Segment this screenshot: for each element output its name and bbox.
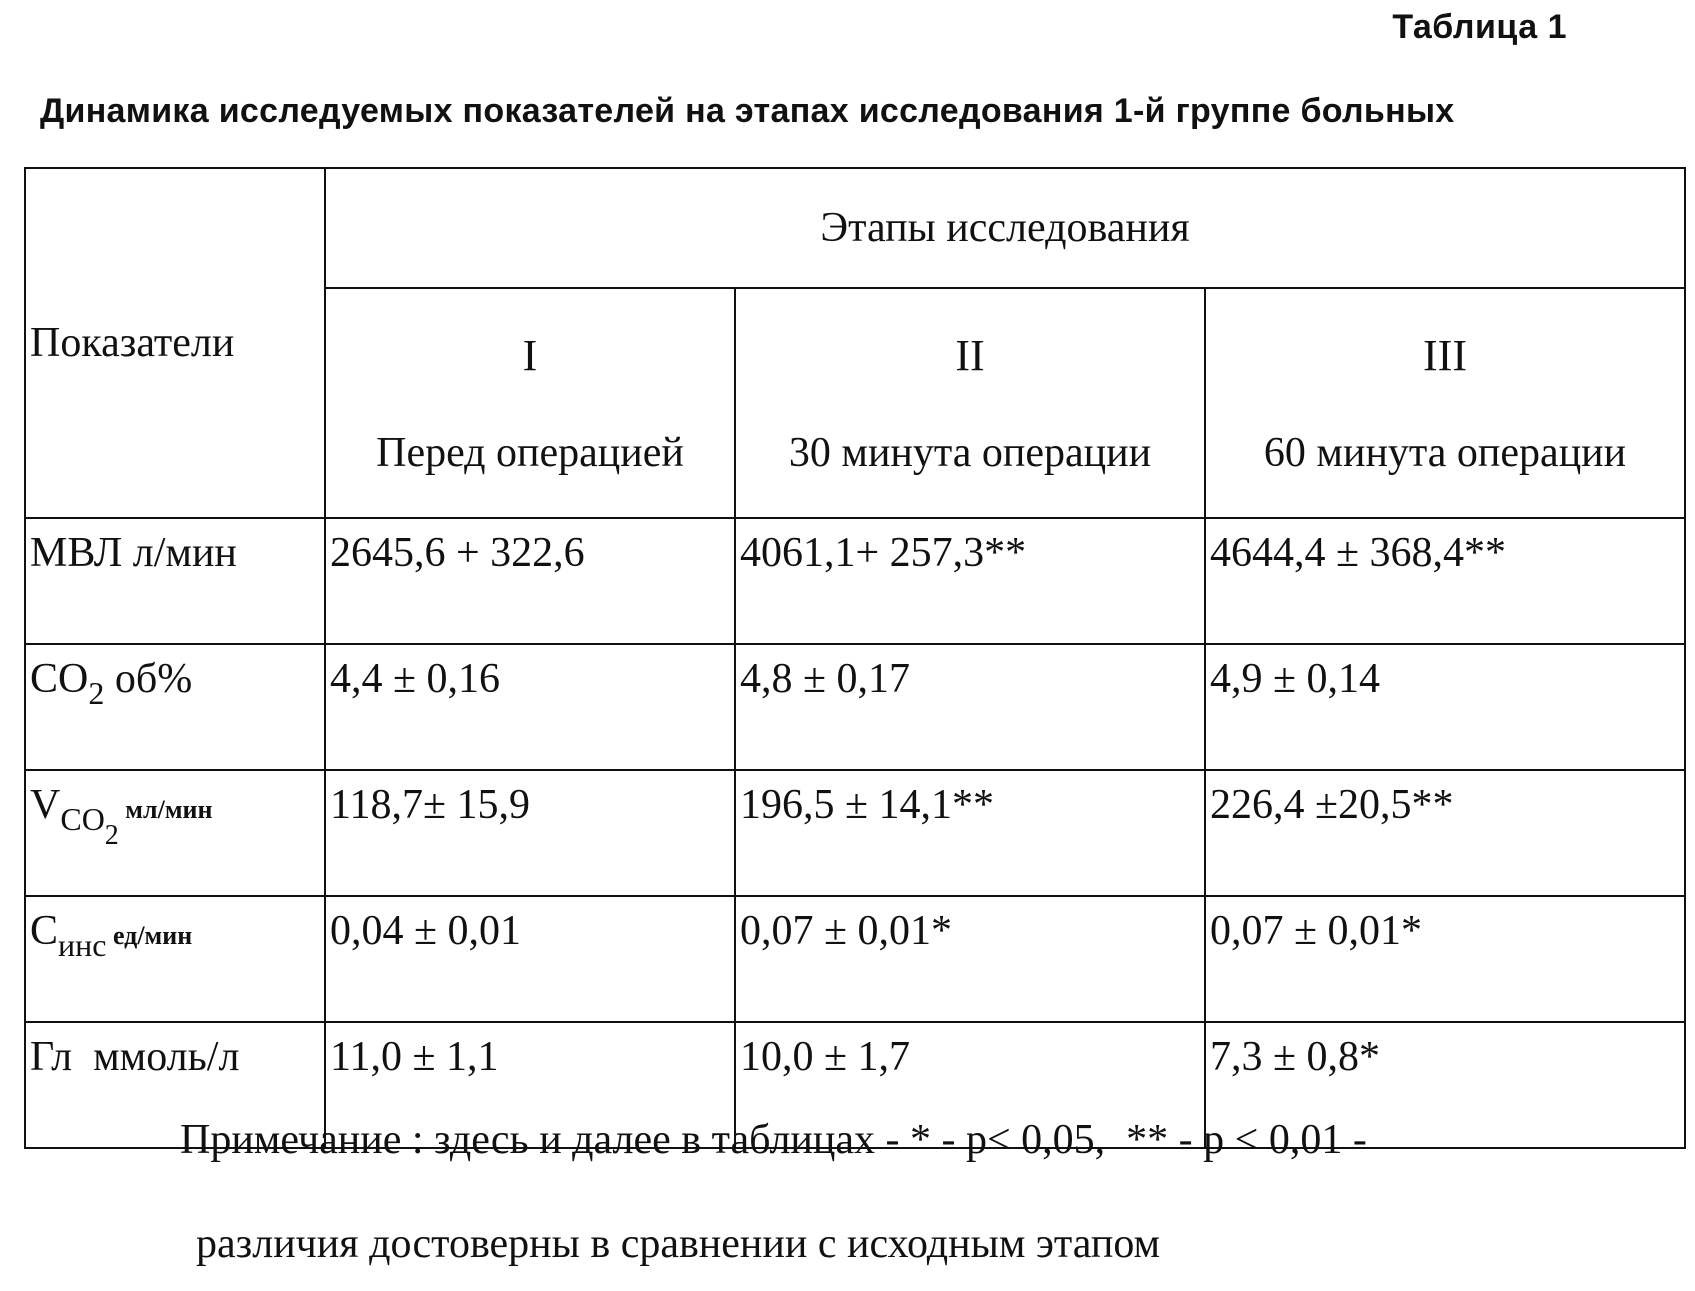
table-number: Таблица 1 (1392, 8, 1567, 46)
indicator-subscript: инс (58, 927, 107, 963)
indicator-cell (25, 518, 325, 644)
value-cell: 7,3 ± 0,8* (1205, 1022, 1685, 1148)
header-row-group (25, 168, 1685, 288)
table-row-mvl (25, 518, 1685, 644)
table-row-co2 (25, 644, 1685, 770)
stage-label: 30 минута операции (788, 429, 1152, 476)
value-cell: 4644,4 ± 368,4** (1205, 518, 1685, 644)
value-cell: 4,8 ± 0,17 (735, 644, 1205, 770)
indicator-cell (25, 770, 325, 896)
indicator-subscript: 2 (88, 675, 105, 711)
value-cell: 2645,6 + 322,6 (325, 518, 735, 644)
indicator-name: Гл ммоль/л (30, 1034, 240, 1080)
value-cell: 4061,1+ 257,3** (735, 518, 1205, 644)
indicator-name: СО (30, 656, 89, 702)
stage-roman: I (522, 330, 538, 380)
stage-roman: III (1423, 330, 1467, 380)
value-cell: 0,07 ± 0,01* (735, 896, 1205, 1022)
indicator-unit: об% (104, 656, 193, 702)
stage-label: Перед операцией (376, 429, 684, 476)
value-cell: 10,0 ± 1,7 (735, 1022, 1205, 1148)
indicator-subscript (60, 801, 119, 851)
subscript-index: 2 (104, 820, 119, 851)
subscript-text: CO (60, 801, 105, 837)
indicator-cell (25, 896, 325, 1022)
value-cell: 196,5 ± 14,1** (735, 770, 1205, 896)
footnote-line-1: Примечание : здесь и далее в таблицах - * - р< 0,05, ** - р < 0,01 - (180, 1117, 1367, 1163)
indicator-header: Показатели (25, 168, 325, 518)
table-row-cins (25, 896, 1685, 1022)
indicator-cell (25, 644, 325, 770)
value-cell: 4,9 ± 0,14 (1205, 644, 1685, 770)
stage-header-2 (735, 288, 1205, 518)
indicator-name: V (30, 782, 61, 828)
value-cell: 226,4 ±20,5** (1205, 770, 1685, 896)
table-row-vco2 (25, 770, 1685, 896)
value-cell: 0,04 ± 0,01 (325, 896, 735, 1022)
stages-group-header: Этапы исследования (325, 168, 1685, 288)
indicator-unit: мл/мин (118, 795, 213, 824)
results-table (24, 167, 1686, 1149)
stage-roman: II (955, 330, 985, 380)
indicator-name: МВЛ л/мин (30, 530, 237, 576)
footnote-line-2: различия достоверны в сравнении с исходным этапом (196, 1221, 1161, 1267)
value-cell: 11,0 ± 1,1 (325, 1022, 735, 1148)
stage-label: 60 минута операции (1263, 429, 1627, 476)
stage-header-1 (325, 288, 735, 518)
table-caption: Динамика исследуемых показателей на этапах исследования 1-й группе больных (40, 92, 1455, 130)
indicator-unit: ед/мин (106, 921, 193, 950)
indicator-name: С (30, 908, 59, 954)
stage-header-3 (1205, 288, 1685, 518)
value-cell: 0,07 ± 0,01* (1205, 896, 1685, 1022)
value-cell: 4,4 ± 0,16 (325, 644, 735, 770)
value-cell: 118,7± 15,9 (325, 770, 735, 896)
